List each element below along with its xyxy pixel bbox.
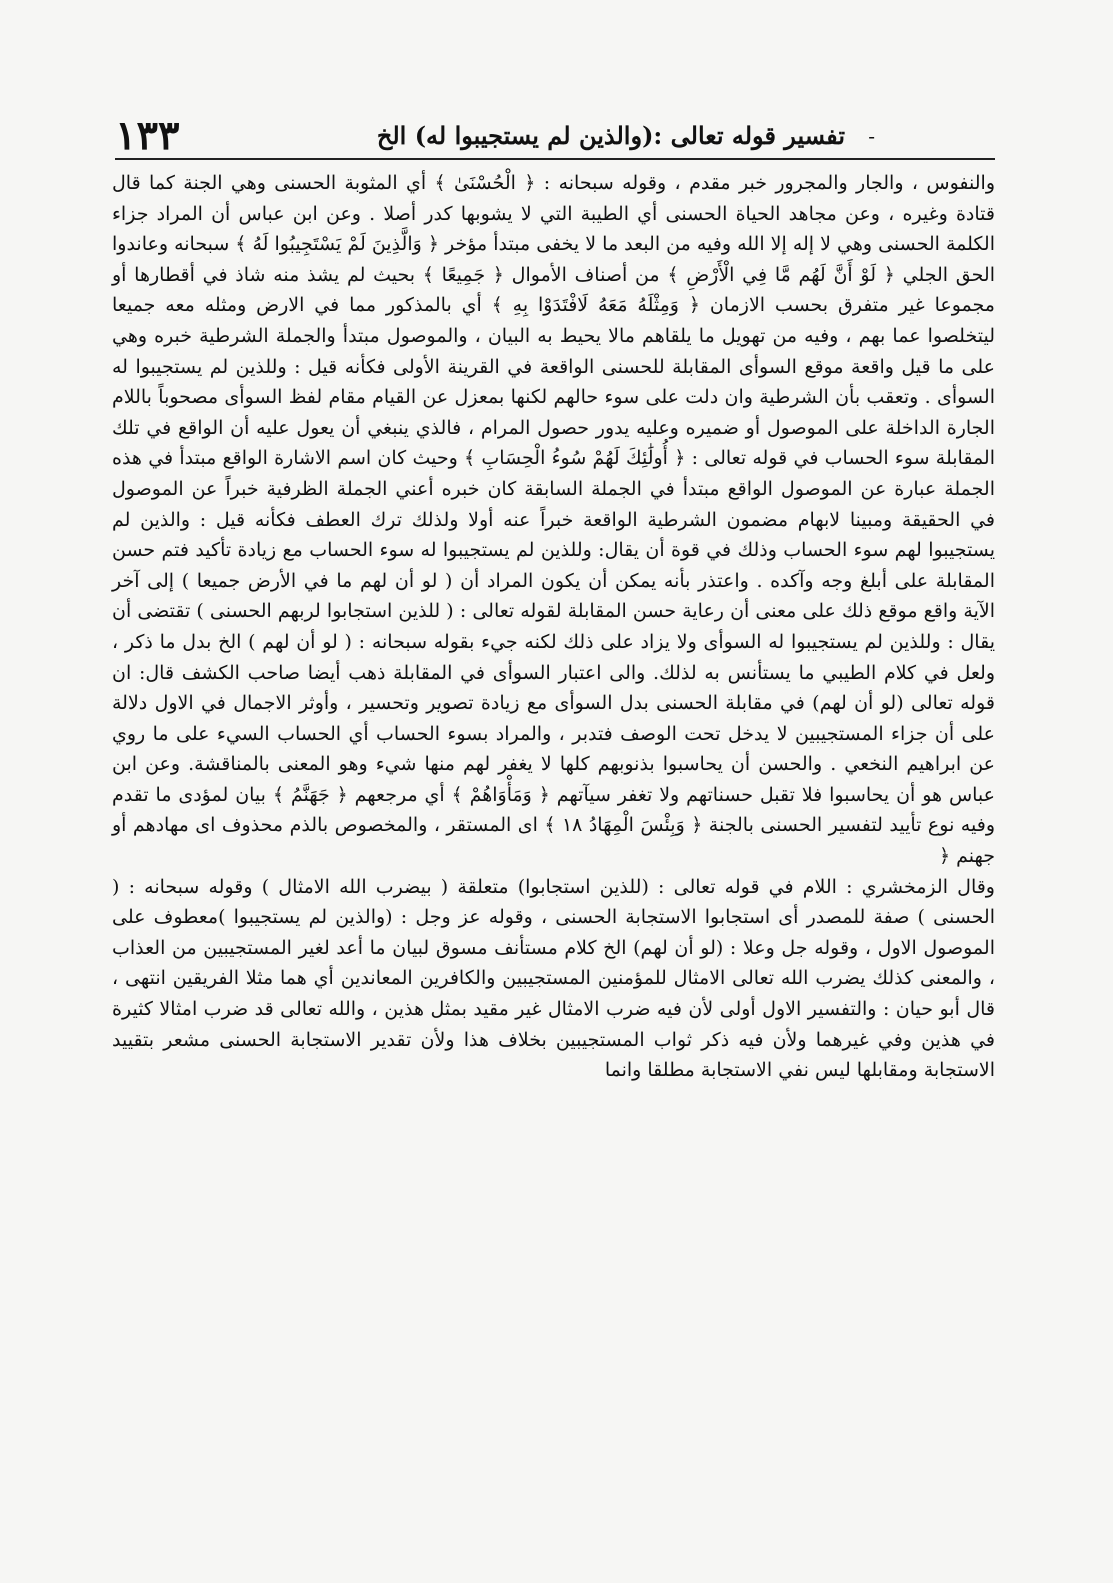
body-text [112,168,995,1378]
paragraph: والنفوس ، والجار والمجرور خبر مقدم ، وقوله سبحانه : ﴿ الْحُسْنَىٰ ﴾ أي المثوبة الحسنى وهي الجنة كما قال قتادة وغيره ، وعن مجاهد الحياة الحسنى أي الطيبة التي لا يشوبها كدر أصلا . وعن ابن عباس أن المراد جزاء الكلمة الحسنى وهي لا إله إلا الله وفيه من البعد ما لا يخفى مبتدأ مؤخر ﴿ وَالَّذِينَ لَمْ يَسْتَجِيبُوا لَهُ ﴾ سبحانه وعاندوا الحق الجلي ﴿ لَوْ أَنَّ لَهُم مَّا فِي الْأَرْضِ ﴾ من أصناف الأموال ﴿ جَمِيعًا ﴾ بحيث لم يشذ منه شاذ في أقطارها أو مجموعا غير متفرق بحسب الازمان ﴿ وَمِثْلَهُ مَعَهُ لَافْتَدَوْا بِهِ ﴾ أي بالمذكور مما في الارض ومثله معه جميعا ليتخلصوا عما بهم ، وفيه من تهويل ما يلقاهم مالا يحيط به البيان ، والموصول مبتدأ والجملة الشرطية خبره وهي على ما قيل واقعة موقع السوأى المقابلة للحسنى الواقعة في القرينة الأولى فكأنه قيل : وللذين لم يستجيبوا له السوأى . وتعقب بأن الشرطية وان دلت على سوء حالهم لكنها بمعزل عن القيام مقام لفظ السوأى مصحوباً باللام الجارة الداخلة على الموصول أو ضميره وعليه يدور حصول المرام ، فالذي ينبغي أن يعول عليه أن الواقع في تلك المقابلة سوء الحساب في قوله تعالى : ﴿ أُولَٰئِكَ لَهُمْ سُوءُ الْحِسَابِ ﴾ وحيث كان اسم الاشارة الواقع مبتدأ في هذه الجملة عبارة عن الموصول الواقع مبتدأ في الجملة السابقة كان خبره أعني الجملة الظرفية خبراً عن الموصول في الحقيقة ومبينا لابهام مضمون الشرطية الواقعة خبراً عنه أولا ولذلك ترك العطف فكأنه قيل : والذين لم يستجيبوا لهم سوء الحساب وذلك في قوة أن يقال: وللذين لم يستجيبوا له سوء الحساب مع زيادة تأكيد فتم حسن المقابلة على أبلغ وجه وآكده . واعتذر بأنه يمكن أن يكون المراد أن ( لو أن لهم ما في الأرض جميعا ) إلى آخر الآية واقع موقع ذلك على معنى أن رعاية حسن المقابلة لقوله تعالى : ( للذين استجابوا لربهم الحسنى ) تقتضى أن يقال : وللذين لم يستجيبوا له السوأى ولا يزاد على ذلك لكنه جيء بقوله سبحانه : ( لو أن لهم ) الخ بدل ما ذكر ، ولعل في كلام الطيبي ما يستأنس به لذلك. والى اعتبار السوأى في المقابلة ذهب أيضا صاحب الكشف قال: ان قوله تعالى (لو أن لهم) في مقابلة الحسنى بدل السوأى مع زيادة تصوير وتحسير ، وأوثر الاجمال في الاول دلالة على أن جزاء المستجيبين لا يدخل تحت الوصف فتدبر ، والمراد بسوء الحساب أي الحساب السيء على ما روي عن ابراهيم النخعي . والحسن أن يحاسبوا بذنوبهم كلها لا يغفر لهم منها شيء وهو المعنى بالمناقشة. وعن ابن عباس هو أن يحاسبوا فلا تقبل حسناتهم ولا تغفر سيآتهم ﴿ وَمَأْوَاهُمْ ﴾ أي مرجعهم ﴿ جَهَنَّمُ ﴾ بيان لمؤدى ما تقدم وفيه نوع تأييد لتفسير الحسنى بالجنة ﴿ وَبِئْسَ الْمِهَادُ ١٨ ﴾ اى المستقر ، والمخصوص بالذم محذوف اى مهادهم أو جهنم ﴿ [112,172,995,868]
page-number: ١٣٣ [115,112,180,159]
paragraph: وقال الزمخشري : اللام في قوله تعالى : (للذين استجابوا) متعلقة ( بيضرب الله الامثال ) وقوله سبحانه : ( الحسنى ) صفة للمصدر أى استجابوا الاستجابة الحسنى ، وقوله عز وجل : (والذين لم يستجيبوا )معطوف على الموصول الاول ، وقوله جل وعلا : (لو أن لهم) الخ كلام مستأنف مسوق لبيان ما أعد لغير المستجيبين من العذاب ، والمعنى كذلك يضرب الله تعالى الامثال للمؤمنين المستجيبين والكافرين المعاندين أي هما مثلا الفريقين انتهى ، قال أبو حيان : والتفسير الاول أولى لأن فيه ضرب الامثال غير مقيد بمثل هذين ، والله تعالى قد ضرب امثالا كثيرة في هذين وفي غيرهما ولأن فيه ذكر ثواب المستجيبين بخلاف هذا ولأن تقدير الاستجابة الحسنى مشعر بتقييد الاستجابة ومقابلها ليس نفي الاستجابة مطلقا وانما [112,875,995,1082]
page-header [115,112,995,160]
running-title: تفسير قوله تعالى :(والذين لم يستجيبوا له) الخ [376,121,845,150]
header-rule [115,158,995,160]
header-mark: - [868,124,875,148]
